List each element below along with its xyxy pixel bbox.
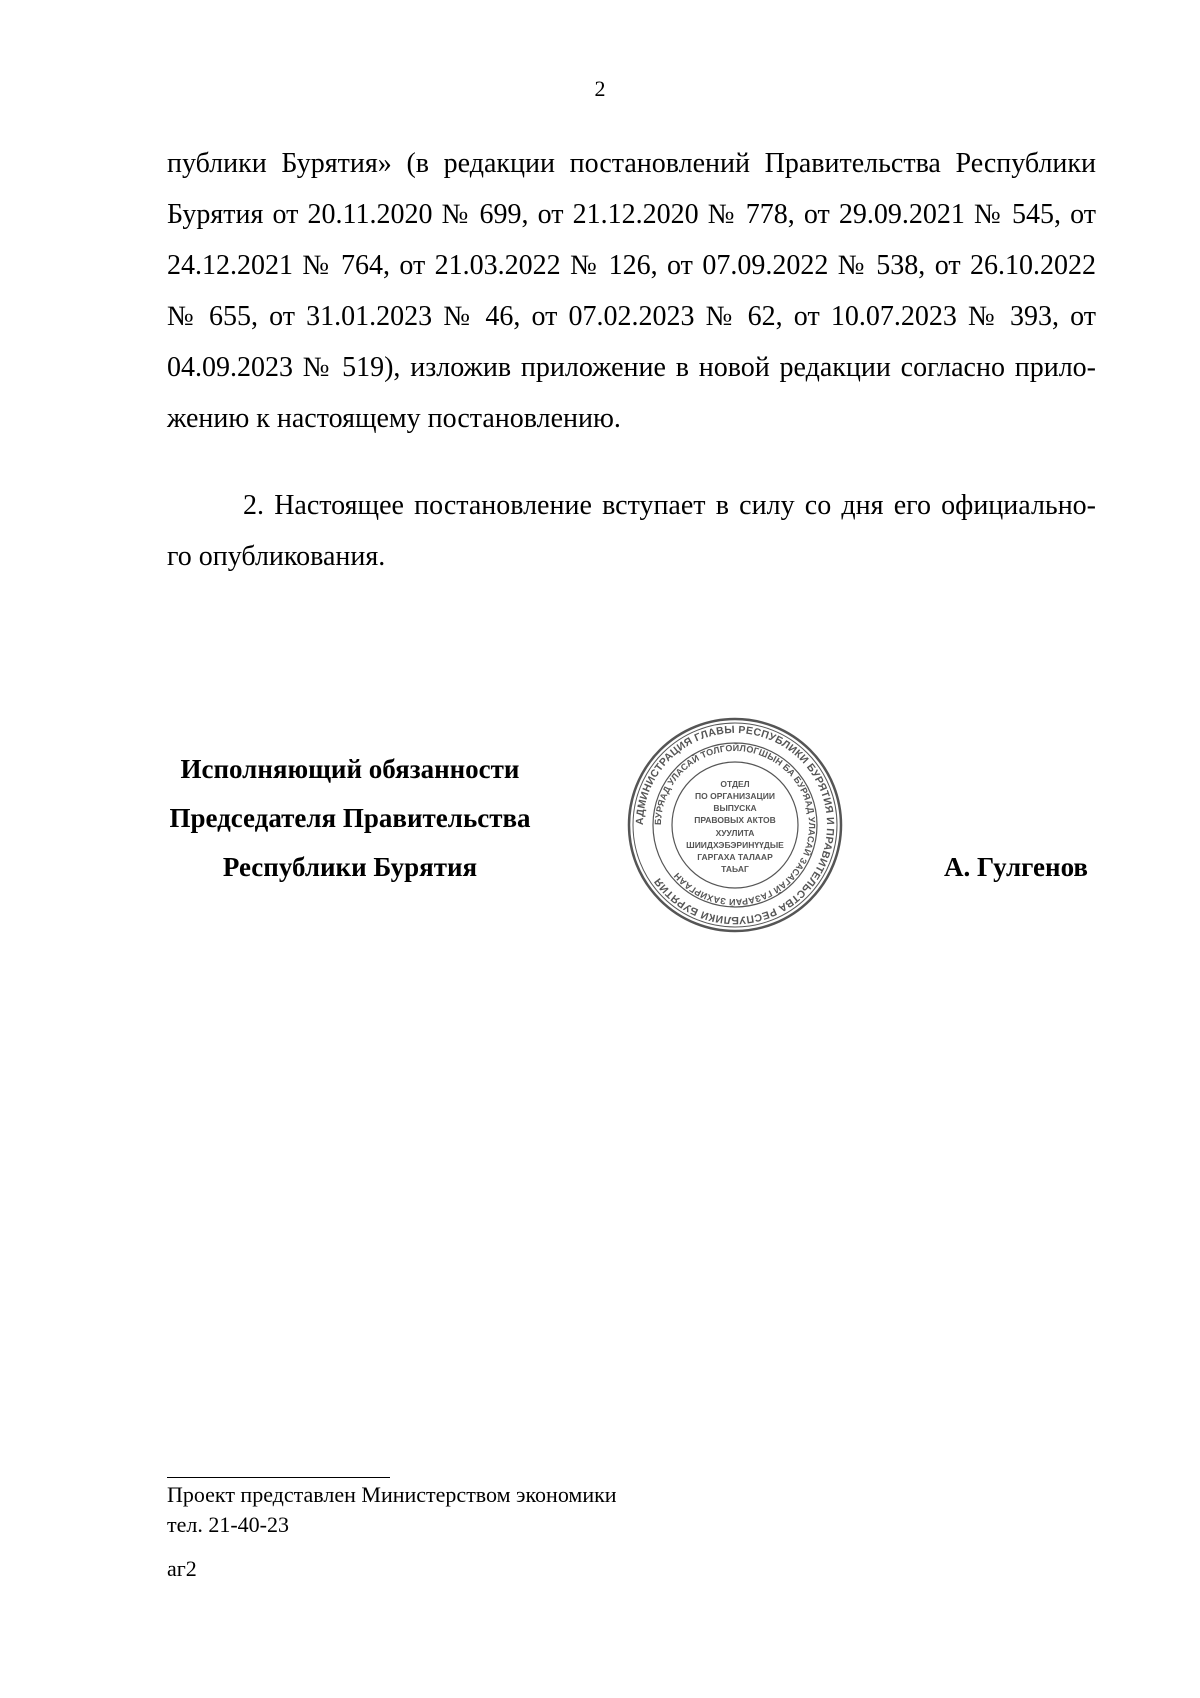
- seal-center-line: ТАЬАГ: [721, 864, 749, 874]
- page-number: 2: [594, 76, 606, 101]
- signatory-title-line: Республики Бурятия: [222, 852, 478, 882]
- document-code: аг2: [167, 1556, 197, 1581]
- official-seal: [625, 715, 845, 935]
- paragraph-2-line: го опубликования.: [167, 541, 386, 572]
- paragraph-1-line: публики Бурятия» (в редакции постановлений Правительства Республики: [167, 148, 1096, 179]
- signatory-title-line: Председателя Правительства: [169, 803, 531, 833]
- footnote-line: Проект представлен Министерством экономики: [167, 1482, 617, 1507]
- paragraph-2-line: 2. Настоящее постановление вступает в силу со дня его официально-: [243, 490, 1096, 521]
- paragraph-1-line: 24.12.2021 № 764, от 21.03.2022 № 126, от 07.09.2022 № 538, от 26.10.2022: [167, 250, 1096, 281]
- paragraph-1-line: Бурятия от 20.11.2020 № 699, от 21.12.2020 № 778, от 29.09.2021 № 545, от: [167, 199, 1096, 230]
- signatory-name: А. Гулгенов: [944, 852, 1088, 882]
- seal-center-line: ГАРГАХА ТАЛААР: [697, 852, 773, 862]
- seal-center-line: ПО ОРГАНИЗАЦИИ: [695, 791, 775, 801]
- seal-outer-ring-text: АДМИНИСТРАЦИЯ ГЛАВЫ РЕСПУБЛИКИ БУРЯТИЯ И ПРАВИТЕЛЬСТВА РЕСПУБЛИКИ БУРЯТИЯ: [633, 723, 837, 927]
- signatory-title-line: Исполняющий обязанности: [180, 754, 520, 784]
- seal-center-line: ВЫПУСКА: [713, 803, 757, 813]
- paragraph-2: [167, 480, 1096, 582]
- footnote-line: тел. 21-40-23: [167, 1512, 290, 1537]
- footnote: [167, 1480, 617, 1540]
- paragraph-1: [167, 138, 1096, 444]
- paragraph-1-line: № 655, от 31.01.2023 № 46, от 07.02.2023 № 62, от 10.07.2023 № 393, от: [167, 301, 1096, 332]
- paragraph-1-line: 04.09.2023 № 519), изложив приложение в новой редакции согласно прило-: [167, 352, 1096, 383]
- seal-center-line: ШИИДХЭБЭРИНҮҮДЫЕ: [686, 840, 784, 850]
- seal-center-line: ПРАВОВЫХ АКТОВ: [694, 815, 776, 825]
- footnote-divider: [167, 1477, 390, 1478]
- paragraph-1-line: жению к настоящему постановлению.: [167, 403, 621, 434]
- seal-center-line: ХУУЛИТА: [715, 828, 755, 838]
- seal-center-line: ОТДЕЛ: [720, 779, 750, 789]
- signatory-title: [150, 745, 550, 892]
- seal-inner-ring-text: БУРЯАД УЛАСАЙ ТОЛГОЙЛОГШЫН БА БУРЯАД УЛАСАЙ ЗАСАГАЙ ГАЗАРАЙ ЗАХИРГААН: [652, 742, 818, 908]
